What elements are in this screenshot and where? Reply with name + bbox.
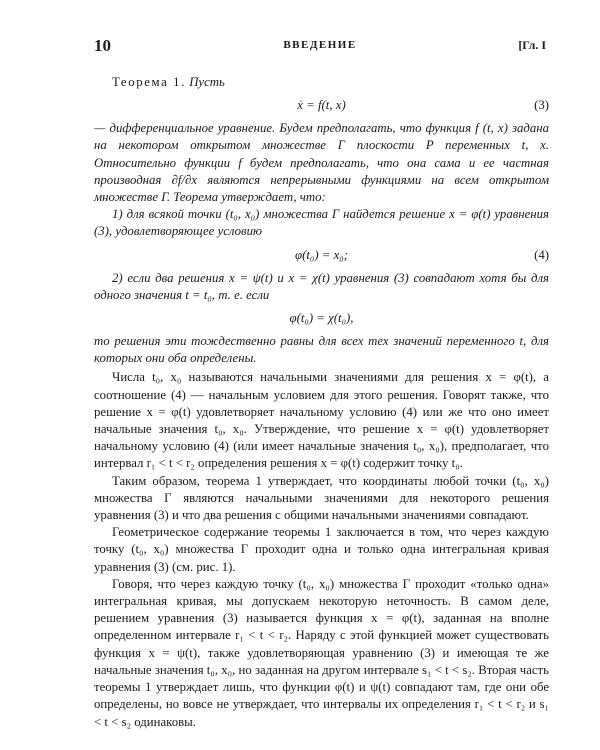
page-number: 10 — [94, 36, 111, 55]
equation-4-number: (4) — [534, 247, 549, 262]
theorem-intro — [94, 74, 549, 91]
theorem-intro-word: Пусть — [189, 75, 225, 89]
equation-3-body: ẋ = f(t, x) — [297, 98, 346, 113]
chapter-label: [Гл. I — [518, 38, 546, 52]
paragraph-summary: Таким образом, теорема 1 утверждает, что координаты любой точки (t₀, x₀) множества Γ являются начальными значениями для некоторого решения уравнения (3) и что два решения с общими начальными значениями совпадают. — [94, 473, 549, 523]
equation-4-body: φ(t₀) = x₀; — [294, 247, 349, 262]
equation-5 — [94, 309, 549, 328]
theorem-item-2: 2) если два решения x = ψ(t) и x = χ(t) уравнения (3) совпадают хотя бы для одного значения t = t₀, т. е. если — [94, 270, 549, 302]
equation-4 — [94, 246, 549, 265]
page-body — [94, 74, 549, 731]
paragraph-uniqueness-note: Говоря, что через каждую точку (t₀, x₀) множества Γ проходит «только одна» интегральная кривая, мы допускаем некоторую неточность. В самом деле, решением уравнения (3) называется функция x = φ(t), заданная на вполне определенном интервале r₁ < t < r₂. Наряду с этой функцией может существовать функция x = ψ(t), также удовлетворяющая уравнению (3) и имеющая те же начальные значения t₀, x₀, но заданная на другом интервале s₁ < t < s₂. Вторая часть теоремы 1 утверждает лишь, что функции φ(t) и ψ(t) совпадают там, где они обе определены, но вовсе не утверждает, что интервалы их определения r₁ < t < r₂ и s₁ < t < s₂ одинаковы. — [94, 576, 549, 729]
theorem-heading: Теорема 1. — [112, 75, 186, 89]
equation-3 — [94, 96, 549, 115]
paragraph-geometric: Геометрическое содержание теоремы 1 заключается в том, что через каждую точку (t₀, x₀) множества Γ проходит одна и только одна интегральная кривая уравнения (3) (см. рис. 1). — [94, 525, 549, 574]
equation-5-body: φ(t₀) = χ(t₀), — [289, 311, 354, 326]
theorem-paragraph-2: то решения эти тождественно равны для всех тех значений переменного t, для которых они оба определены. — [94, 334, 549, 366]
running-title: ВВЕДЕНИЕ — [283, 39, 357, 51]
running-header — [94, 36, 546, 56]
equation-3-number: (3) — [534, 98, 549, 113]
theorem-item-1: 1) для всякой точки (t₀, x₀) множества Γ найдется решение x = φ(t) уравнения (3), удовлетворяющее условию — [94, 207, 549, 239]
theorem-paragraph-1: — дифференциальное уравнение. Будем предполагать, что функция f (t, x) задана на некотором открытом множестве Γ плоскости P переменных t, x. Относительно функции f будем предполагать, что она сама и ее частная производная ∂f/∂x являются непрерывными функциями на всем открытом множестве Γ. Теорема утверждает, что: — [94, 121, 549, 205]
paragraph-initial-values: Числа t₀, x₀ называются начальными значениями для решения x = φ(t), а соотношение (4) — начальным условием для этого решения. Говорят также, что решение x = φ(t) удовлетворяет начальному условию (4) или же что оно имеет начальные значения t₀, x₀. Утверждение, что решение x = φ(t) удовлетворяет начальному условию (4) (или имеет начальные значения t₀, x₀), предполагает, что интервал r₁ < t < r₂ определения решения x = φ(t) содержит точку t₀. — [94, 370, 549, 471]
